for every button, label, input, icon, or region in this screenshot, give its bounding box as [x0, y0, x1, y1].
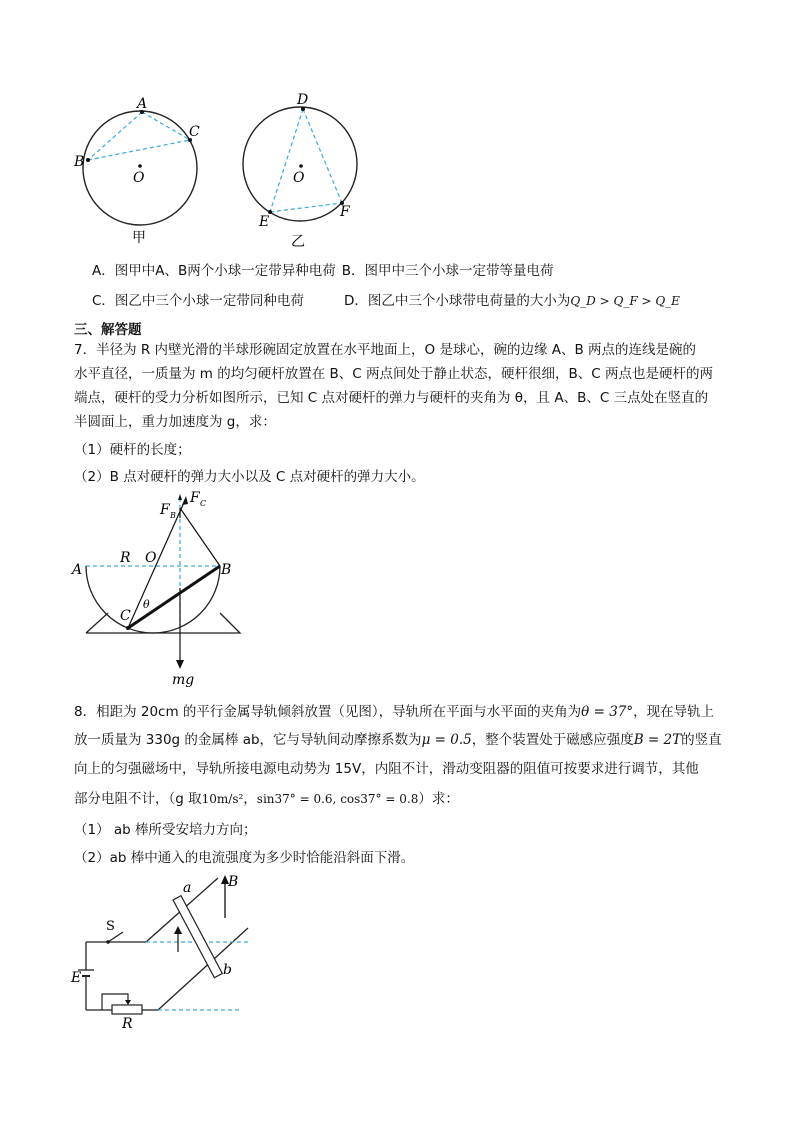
label-FC: F — [190, 490, 200, 506]
q8-line4: 部分电阻不计，（g 取10m/s²，sin37° = 0.6, cos37° = 0.8）求： — [74, 791, 459, 807]
q8-line3: 向上的匀强磁场中，导轨所接电源电动势为 15V，内阻不计，滑动变阻器的阻值可按要求进行调节，其他 — [74, 761, 699, 777]
q8-sub2: （2）ab 棒中通入的电流强度为多少时恰能沿斜面下滑。 — [74, 850, 415, 866]
label-D: D — [297, 92, 309, 108]
q7-line2: 水平直径，一质量为 m 的均匀硬杆放置在 B、C 两点间处于静止状态，硬杆很细，B、C 两点也是硬杆的两 — [74, 366, 713, 382]
label-B: B — [221, 562, 232, 578]
label-A: A — [72, 562, 83, 578]
label-B: B — [74, 154, 85, 170]
q7-sub2: （2）B 点对硬杆的弹力大小以及 C 点对硬杆的弹力大小。 — [74, 469, 425, 485]
label-B-field: B — [228, 874, 239, 890]
q6-option-D-expr: Q_D > Q_F > Q_E — [570, 294, 680, 308]
label-R: R — [120, 550, 131, 566]
label-O: O — [145, 550, 157, 566]
label-F: F — [340, 204, 350, 220]
caption-right: 乙 — [291, 234, 305, 250]
q6-option-A: A．图甲中A、B两个小球一定带异种电荷 — [92, 263, 336, 279]
label-A: A — [137, 96, 148, 112]
q7-sub1: （1）硬杆的长度； — [74, 442, 191, 458]
q8-line2: 放一质量为 330g 的金属棒 ab，它与导轨间动摩擦系数为μ = 0.5，整个装置处于磁感应强度B = 2T的竖直 — [74, 732, 722, 748]
q7-line1: 7．半径为 R 内壁光滑的半球形碗固定放置在水平地面上，O 是球心，碗的边缘 A、B 两点的连线是碗的 — [74, 342, 697, 358]
label-b: b — [223, 962, 232, 978]
figure-bowl — [68, 488, 268, 688]
label-O-right: O — [293, 170, 305, 186]
label-E: E — [259, 214, 270, 230]
label-a: a — [183, 880, 192, 896]
label-FB: F — [160, 502, 170, 518]
label-C: C — [120, 608, 131, 624]
label-FC-sub: C — [200, 499, 207, 508]
q6-option-C: C．图乙中三个小球一定带同种电荷 — [92, 293, 304, 309]
q6-options-row1 — [92, 261, 554, 281]
figure-circles — [60, 90, 390, 260]
q6-option-D: D．图乙中三个小球带电荷量的大小为 — [343, 293, 571, 309]
label-E: E — [71, 970, 82, 986]
q6-option-B: B．图甲中三个小球一定带等量电荷 — [341, 263, 554, 279]
q7-line3: 端点，硬杆的受力分析如图所示，已知 C 点对硬杆的弹力与硬杆的夹角为 θ，且 A、B、C 三点处在竖直的 — [74, 390, 709, 406]
label-S: S — [106, 919, 115, 934]
q6-options-row2 — [92, 291, 680, 311]
label-FB-sub: B — [170, 511, 176, 520]
q8-line1: 8．相距为 20cm 的平行金属导轨倾斜放置（见图），导轨所在平面与水平面的夹角为θ = 37°，现在导轨上 — [74, 704, 715, 720]
label-C: C — [189, 124, 200, 140]
caption-left: 甲 — [132, 230, 146, 246]
q8-sub1: （1） ab 棒所受安培力方向； — [74, 822, 257, 838]
label-R: R — [122, 1016, 133, 1030]
q7-line4: 半圆面上，重力加速度为 g，求： — [74, 414, 276, 430]
figure-rails — [68, 870, 268, 1030]
label-O-left: O — [133, 170, 145, 186]
label-theta: θ — [143, 598, 150, 611]
section-title: 三、解答题 — [74, 322, 142, 338]
label-mg: mg — [172, 672, 195, 688]
circle-left — [83, 111, 197, 225]
